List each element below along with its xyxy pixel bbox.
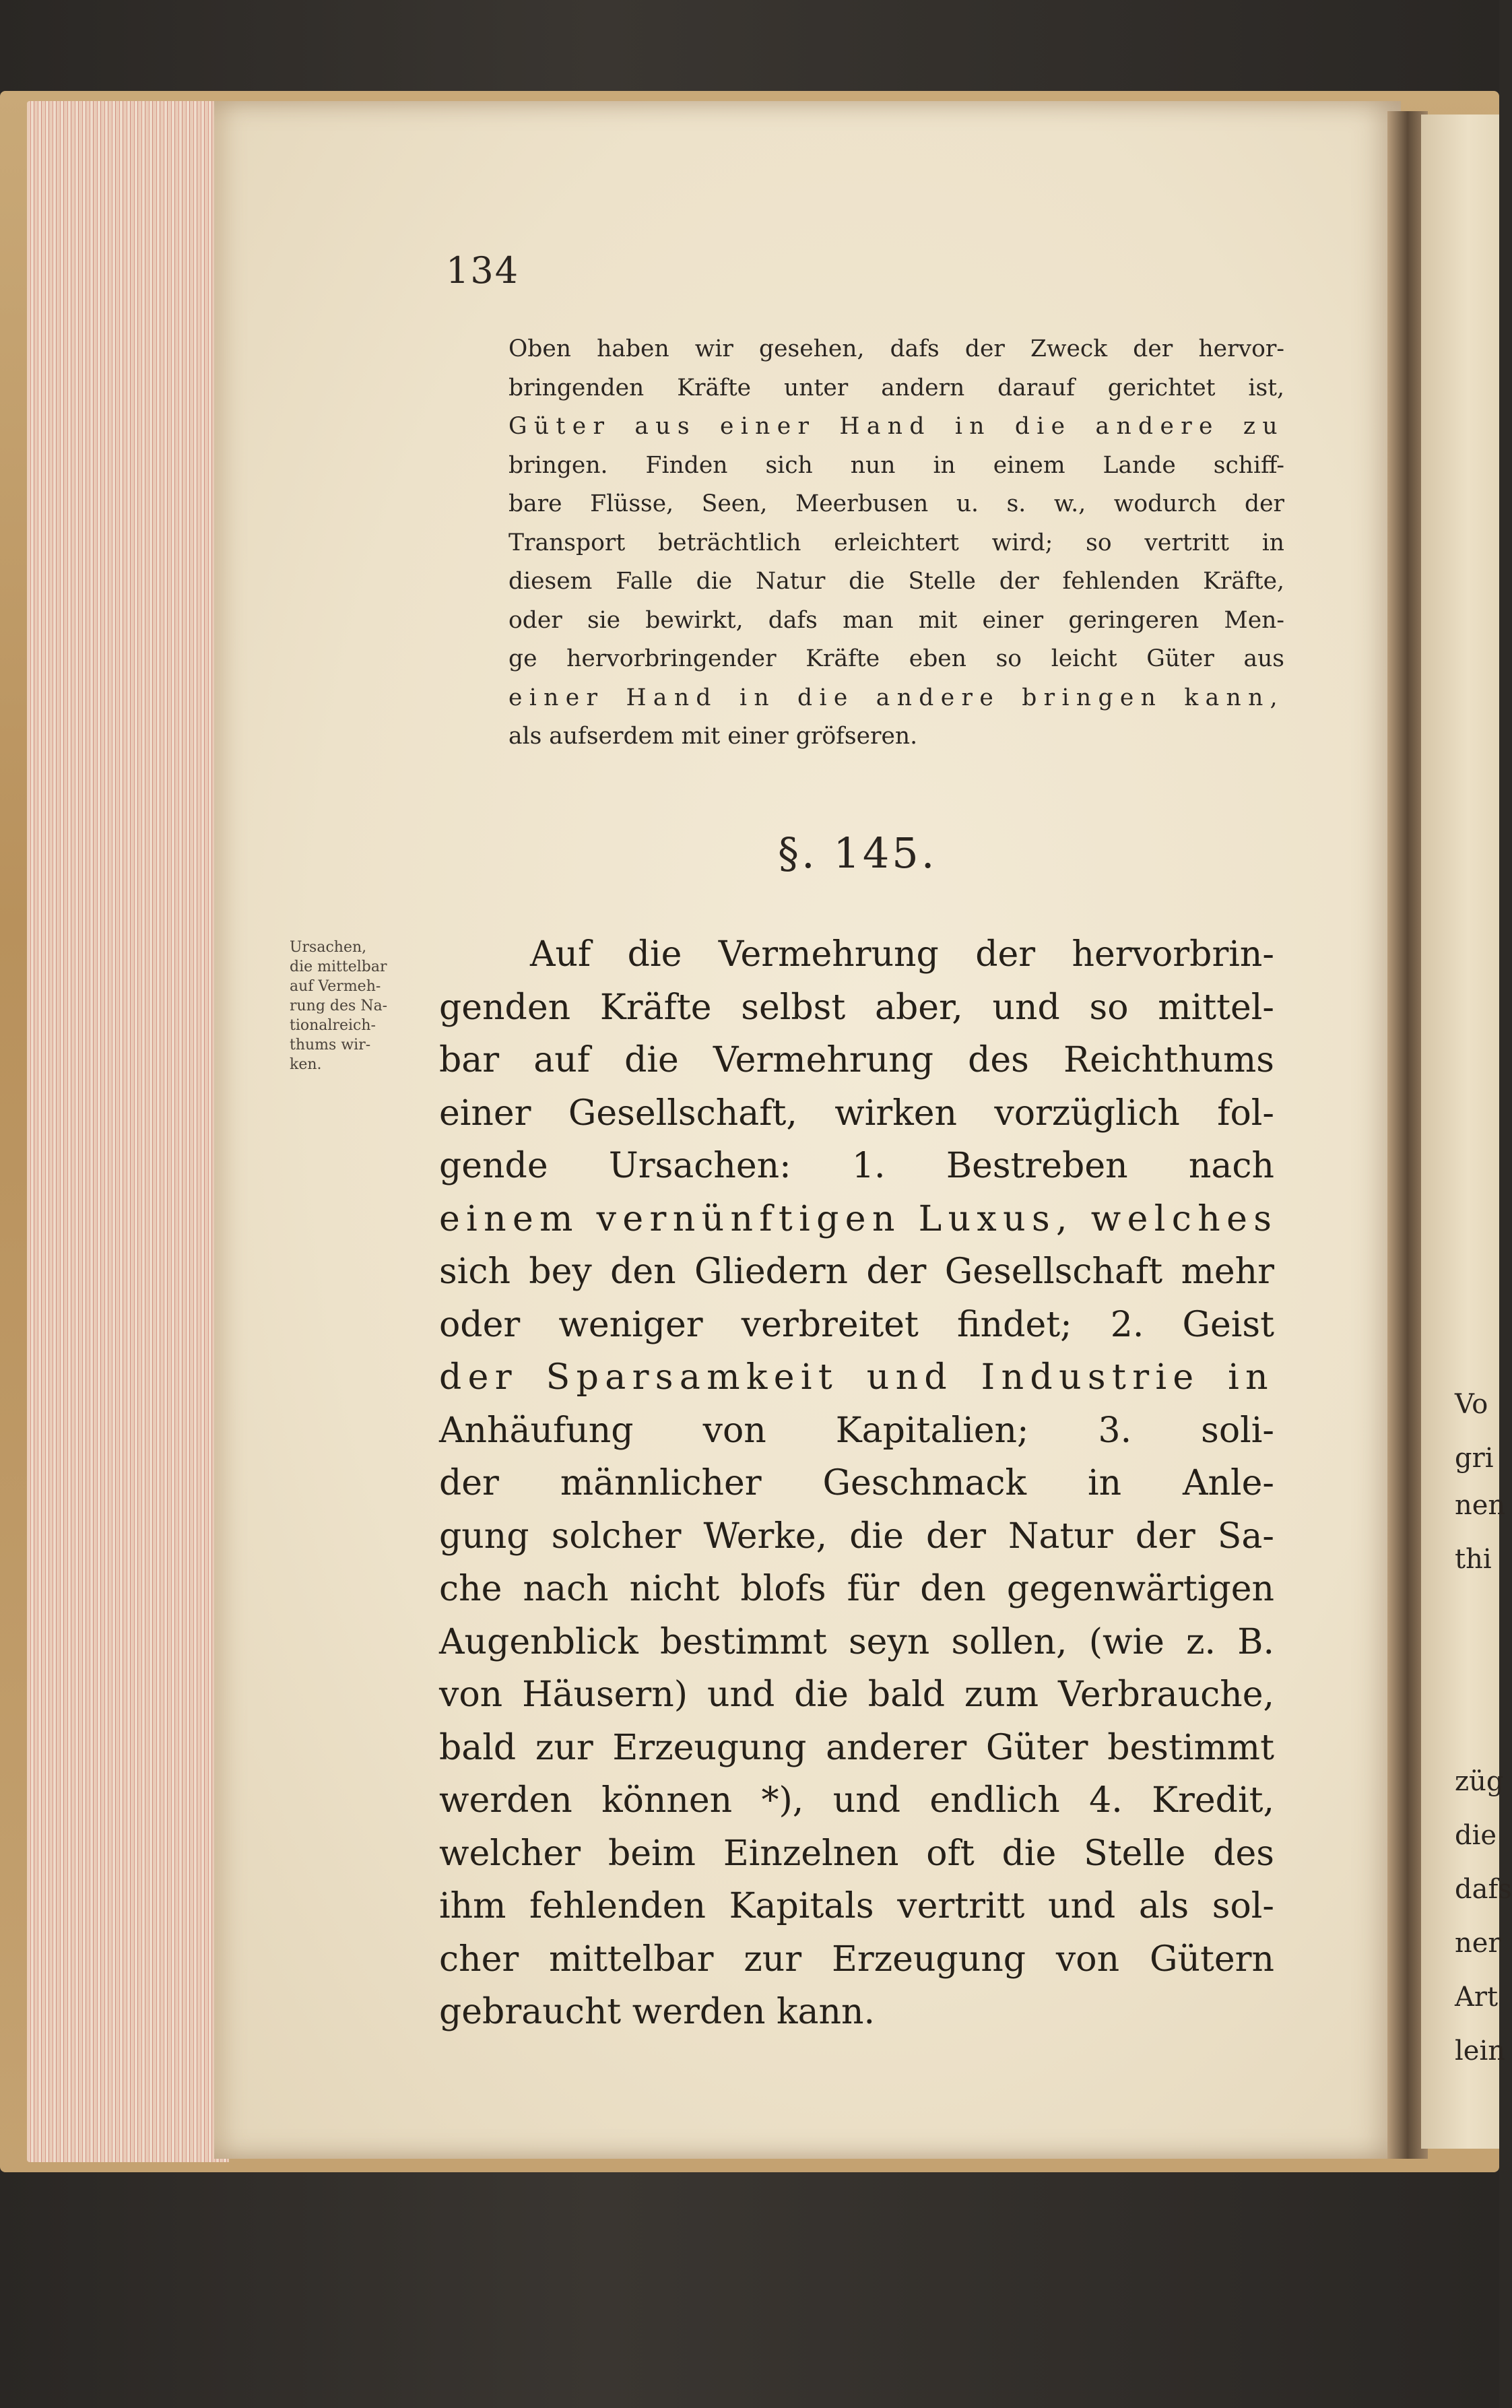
margin-note-line: rung des Na- bbox=[290, 998, 388, 1014]
body-line: welcher beim Einzelnen oft die Stelle des bbox=[439, 1833, 1274, 1874]
facing-page-fragment: thi bbox=[1455, 1544, 1492, 1575]
body-line: genden Kräfte selbst aber, und so mittel- bbox=[439, 987, 1274, 1028]
intro-line: bare Flüsse, Seen, Meerbusen u. s. w., wodurch der bbox=[508, 490, 1284, 517]
margin-note-line: thums wir- bbox=[290, 1037, 371, 1053]
intro-line: Oben haben wir gesehen, dafs der Zweck der hervor- bbox=[508, 335, 1284, 362]
body-line: gende Ursachen: 1. Bestreben nach bbox=[439, 1146, 1274, 1186]
intro-paragraph bbox=[508, 330, 1284, 756]
body-line: gebraucht werden kann. bbox=[439, 1992, 875, 2032]
body-line: ihm fehlenden Kapitals vertritt und als sol- bbox=[439, 1886, 1274, 1926]
page-edges bbox=[27, 101, 229, 2162]
body-line: von Häusern) und die bald zum Verbrauche, bbox=[439, 1674, 1274, 1715]
body-line: Augenblick bestimmt seyn sollen, (wie z. B. bbox=[439, 1621, 1274, 1662]
body-line: cher mittelbar zur Erzeugung von Gütern bbox=[439, 1939, 1274, 1980]
body-line: einem vernünftigen Luxus, welches bbox=[439, 1198, 1278, 1239]
facing-page-fragment: lein bbox=[1455, 2036, 1506, 2067]
body-line: einer Gesellschaft, wirken vorzüglich fol- bbox=[439, 1093, 1274, 1134]
body-line: Auf die Vermehrung der hervorbrin- bbox=[530, 934, 1274, 975]
margin-note-line: auf Vermeh- bbox=[290, 978, 381, 995]
facing-page-fragment: dafs bbox=[1455, 1874, 1512, 1905]
intro-line: diesem Falle die Natur die Stelle der fehlenden Kräfte, bbox=[508, 568, 1284, 595]
body-line: che nach nicht blofs für den gegenwärtigen bbox=[439, 1569, 1274, 1609]
body-line: gung solcher Werke, die der Natur der Sa- bbox=[439, 1516, 1274, 1557]
margin-note-line: die mittelbar bbox=[290, 958, 387, 975]
intro-line: ge hervorbringender Kräfte eben so leicht Güter aus bbox=[508, 645, 1284, 672]
facing-page-fragment: nen bbox=[1455, 1490, 1506, 1521]
body-line: werden können *), und endlich 4. Kredit, bbox=[439, 1780, 1274, 1821]
facing-page-fragment: züg bbox=[1455, 1766, 1504, 1797]
body-line: bald zur Erzeugung anderer Güter bestimmt bbox=[439, 1727, 1274, 1768]
intro-line: bringen. Finden sich nun in einem Lande schiff- bbox=[508, 451, 1284, 479]
body-line: oder weniger verbreitet findet; 2. Geist bbox=[439, 1304, 1274, 1345]
page-number: 134 bbox=[446, 249, 520, 292]
intro-line: als aufserdem mit einer gröfseren. bbox=[508, 723, 918, 750]
facing-page-fragment: die bbox=[1455, 1820, 1497, 1851]
margin-note-line: tionalreich- bbox=[290, 1017, 376, 1034]
facing-page-fragment: Art bbox=[1455, 1982, 1499, 2013]
body-line: bar auf die Vermehrung des Reichthums bbox=[439, 1040, 1274, 1080]
intro-line: Güter aus einer Hand in die andere zu bbox=[508, 413, 1284, 440]
intro-line: einer Hand in die andere bringen kann, bbox=[508, 684, 1284, 711]
body-line: Anhäufung von Kapitalien; 3. soli- bbox=[439, 1410, 1274, 1451]
margin-note-line: ken. bbox=[290, 1056, 322, 1073]
margin-note-line: Ursachen, bbox=[290, 939, 367, 956]
margin-note bbox=[290, 938, 451, 1074]
facing-page-fragment: ner bbox=[1455, 1928, 1501, 1959]
intro-line: Transport beträchtlich erleichtert wird; so vertritt in bbox=[508, 529, 1284, 556]
body-line: der Sparsamkeit und Industrie in bbox=[439, 1357, 1274, 1398]
section-heading: §. 145. bbox=[778, 828, 938, 878]
intro-line: oder sie bewirkt, dafs man mit einer geringeren Men- bbox=[508, 606, 1284, 634]
body-line: der männlicher Geschmack in Anle- bbox=[439, 1463, 1274, 1503]
facing-page-fragment: gri bbox=[1455, 1443, 1494, 1474]
body-line: sich bey den Gliedern der Gesellschaft mehr bbox=[439, 1251, 1274, 1292]
body-paragraph bbox=[439, 928, 1278, 2039]
intro-line: bringenden Kräfte unter andern darauf gerichtet ist, bbox=[508, 374, 1284, 401]
facing-page-fragment: Vo bbox=[1455, 1389, 1488, 1420]
